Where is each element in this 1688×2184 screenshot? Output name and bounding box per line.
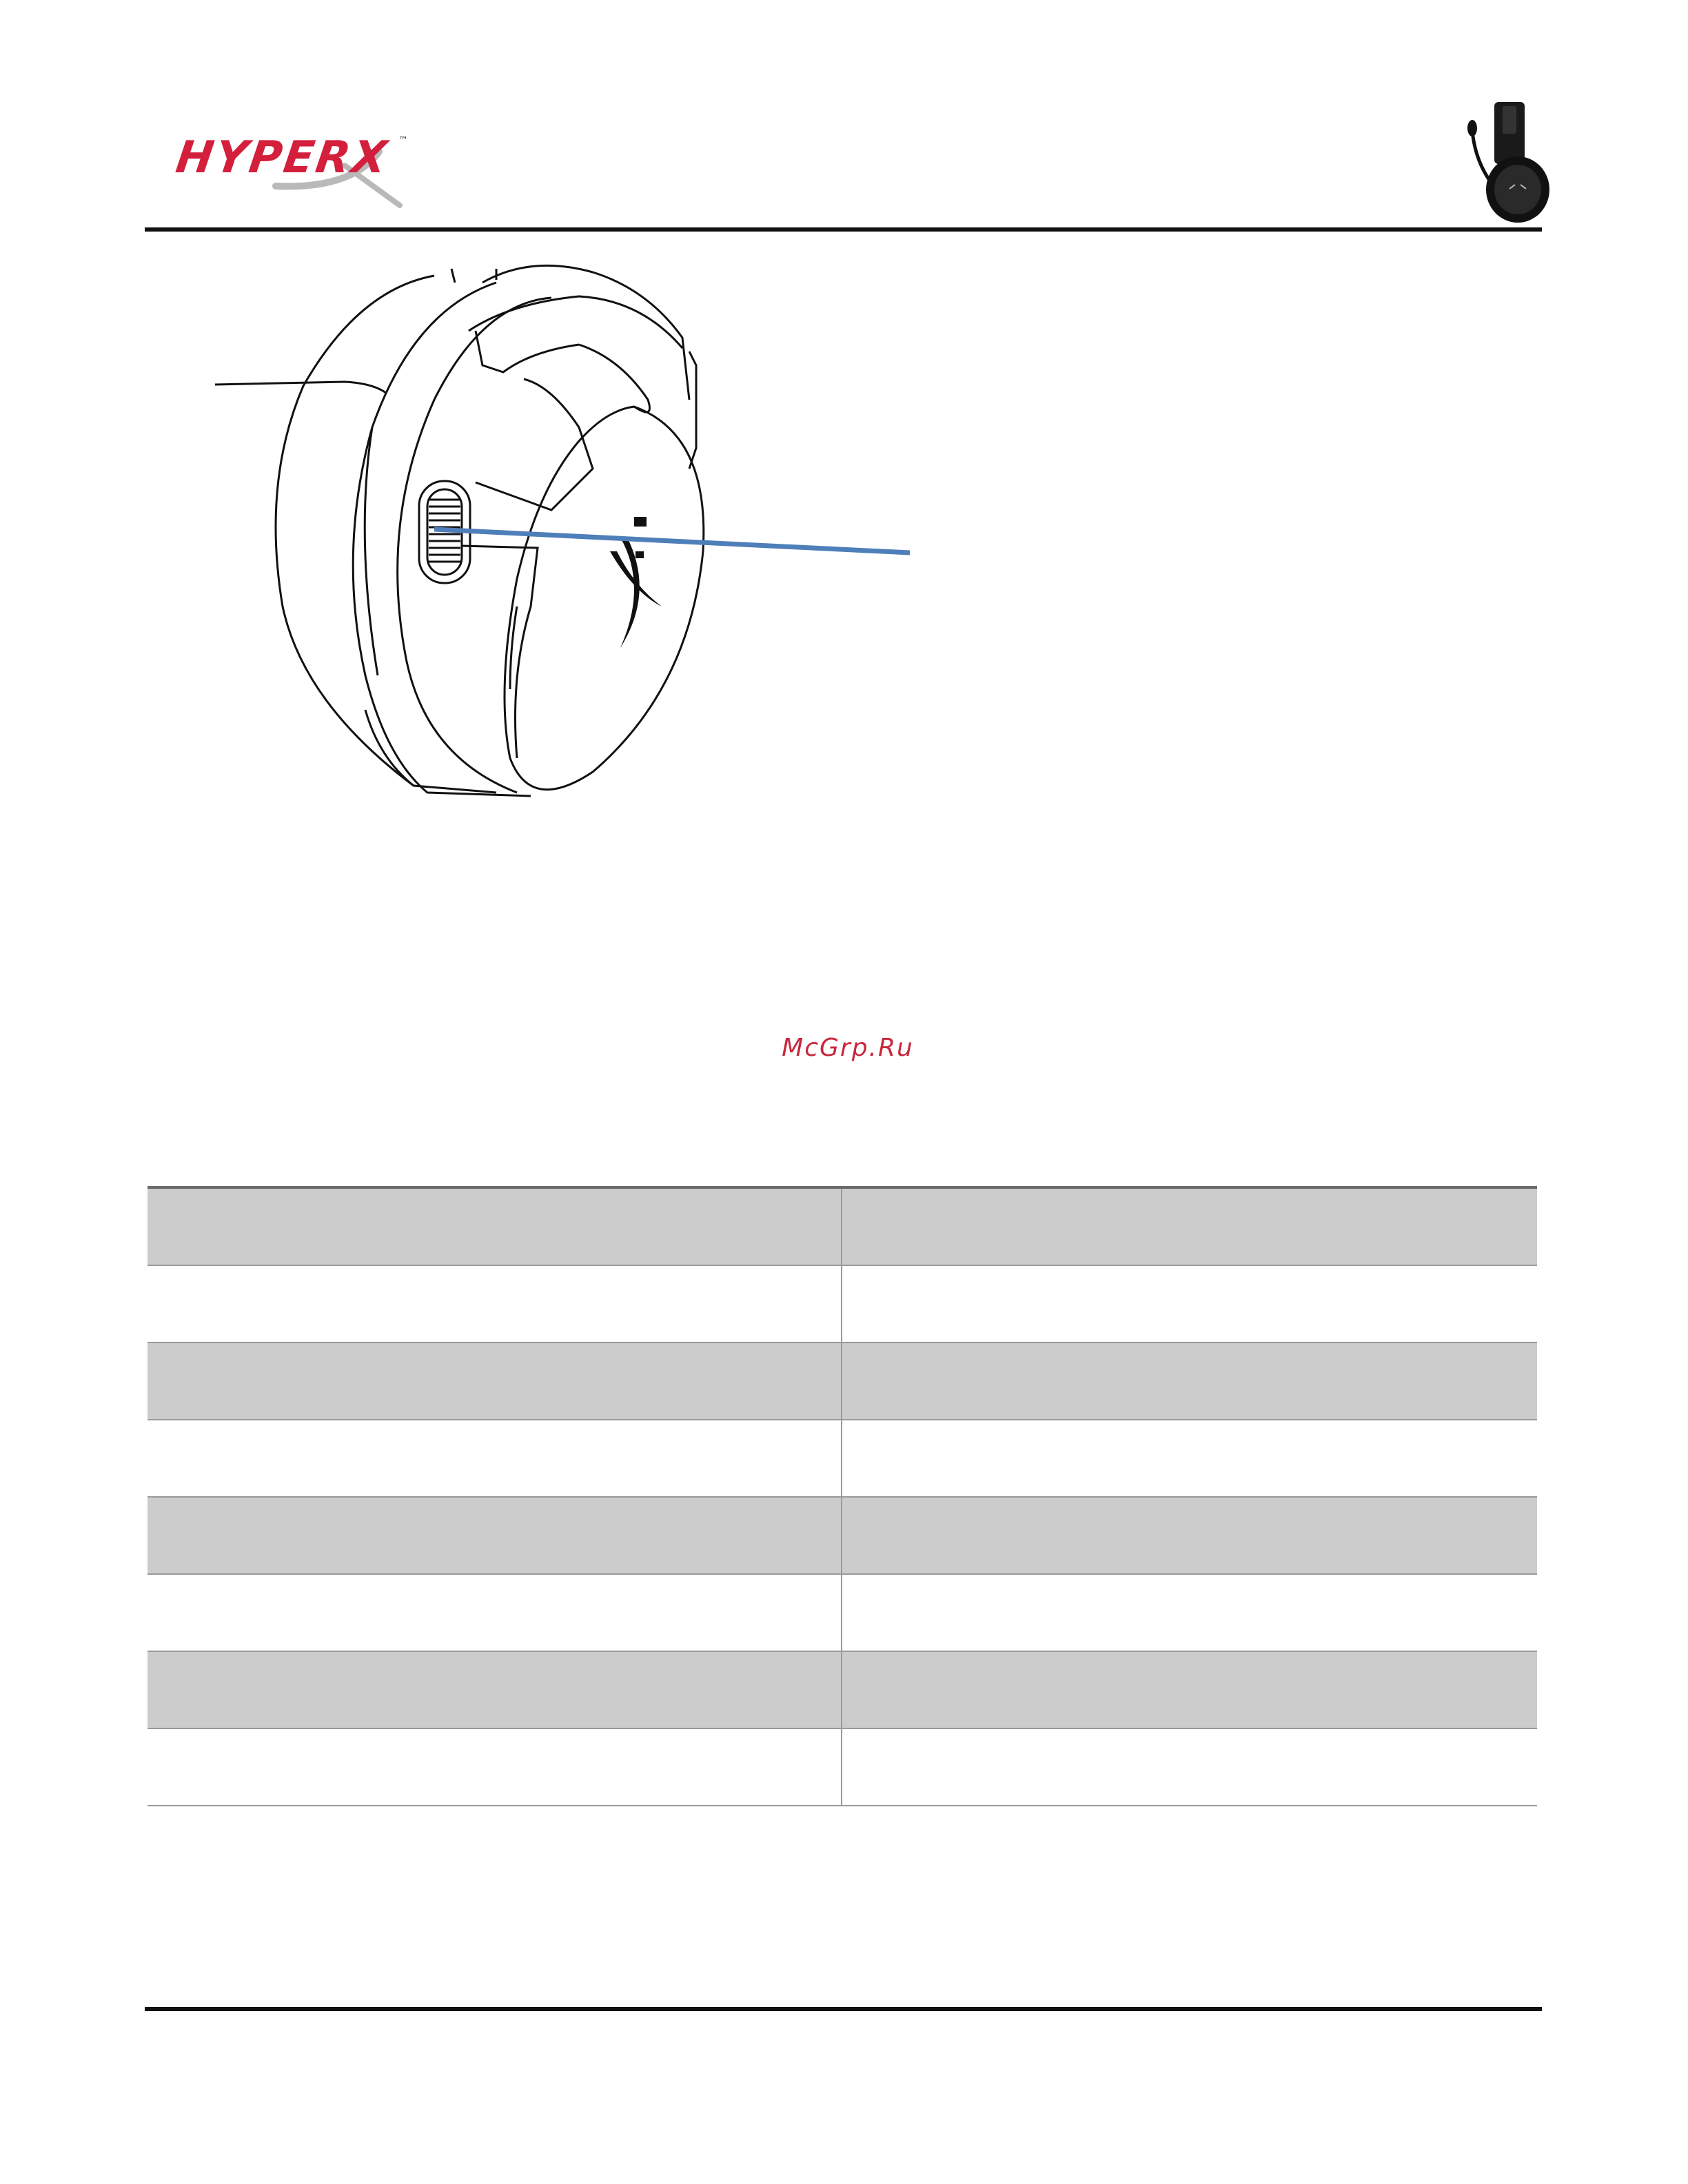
table-cell	[842, 1498, 1537, 1573]
table-cell	[842, 1189, 1537, 1265]
table-cell	[148, 1266, 842, 1342]
table-cell	[148, 1343, 842, 1419]
table-cell	[148, 1729, 842, 1805]
table-row	[148, 1498, 1537, 1575]
spec-table	[148, 1189, 1537, 1806]
table-row	[148, 1575, 1537, 1652]
table-row	[148, 1343, 1537, 1420]
table-cell	[148, 1420, 842, 1496]
footer-rule	[145, 2007, 1542, 2011]
table-cell	[842, 1729, 1537, 1805]
headset-thumbnail-icon	[1461, 96, 1558, 227]
table-cell	[148, 1498, 842, 1573]
table-row	[148, 1652, 1537, 1729]
table-cell	[842, 1420, 1537, 1496]
table-row	[148, 1420, 1537, 1498]
brand-wordmark: HYPERX	[172, 132, 392, 183]
table-cell	[148, 1189, 842, 1265]
trademark-mark: ™	[398, 135, 408, 146]
table-cell	[842, 1266, 1537, 1342]
table-cell	[148, 1575, 842, 1651]
table-row	[148, 1189, 1537, 1266]
watermark: McGrp.Ru	[782, 1034, 914, 1062]
header-rule	[145, 227, 1542, 232]
table-row	[148, 1729, 1537, 1806]
hyperx-logo	[172, 124, 420, 214]
table-cell	[148, 1652, 842, 1728]
table-cell	[842, 1575, 1537, 1651]
headset-earcup-illustration	[207, 262, 924, 806]
table-cell	[842, 1652, 1537, 1728]
table-row	[148, 1266, 1537, 1343]
table-cell	[842, 1343, 1537, 1419]
callout-line	[434, 529, 910, 553]
